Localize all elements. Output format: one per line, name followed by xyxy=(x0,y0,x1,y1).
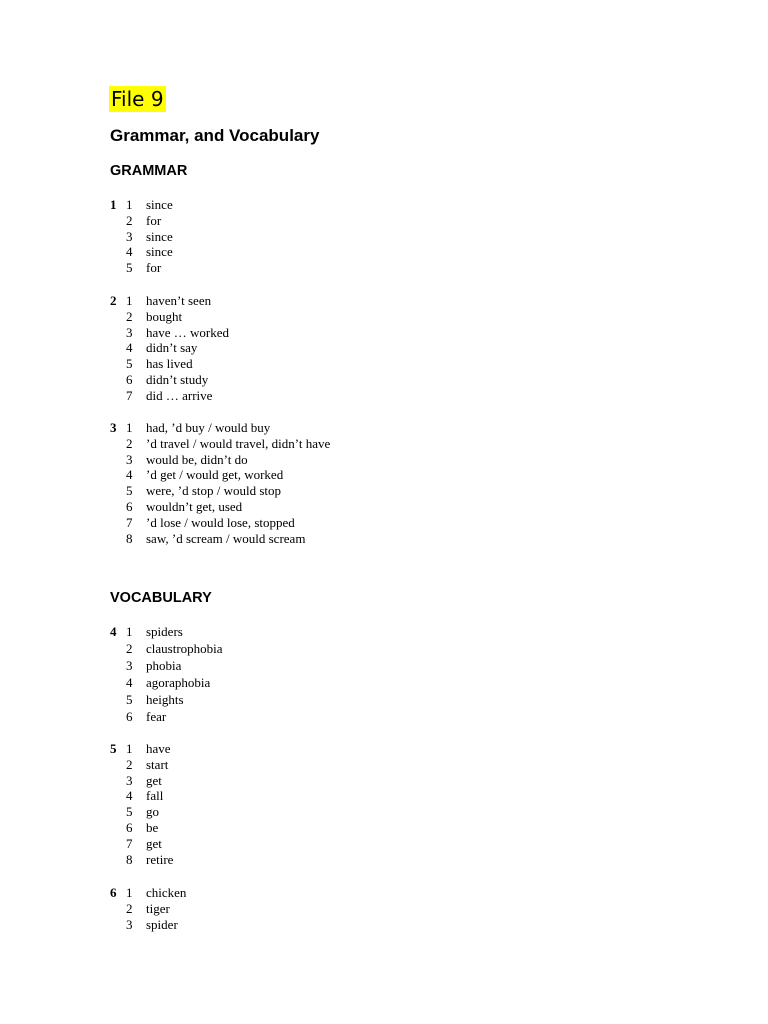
item-number: 3 xyxy=(126,658,133,673)
answer-text: spiders xyxy=(146,624,183,639)
item-number: 4 xyxy=(126,340,133,356)
item-number: 6 xyxy=(126,709,133,724)
item-number: 1 xyxy=(126,885,133,900)
item-number: 2 xyxy=(126,756,133,772)
answer-text: for xyxy=(146,212,162,228)
answer-text: heights xyxy=(146,692,184,707)
answer-text: claustrophobia xyxy=(146,641,223,656)
answer-text: go xyxy=(146,804,159,820)
item-number: 5 xyxy=(126,260,133,276)
item-number: 1 xyxy=(126,624,133,639)
answer-text: phobia xyxy=(146,658,182,673)
file-title: File 9 xyxy=(111,87,164,111)
answer-text: spider xyxy=(146,916,178,932)
item-number: 1 xyxy=(126,293,133,308)
exercise-number: 4 xyxy=(110,624,117,639)
vocabulary-heading: VOCABULARY xyxy=(110,590,212,606)
item-number: 5 xyxy=(126,356,133,372)
answer-text: didn’t say xyxy=(146,340,198,356)
item-number: 3 xyxy=(126,916,133,932)
item-number: 7 xyxy=(126,387,133,403)
item-number: 3 xyxy=(126,228,133,244)
answer-text: were, ’d stop / would stop xyxy=(146,483,282,499)
answer-text: fear xyxy=(146,709,167,724)
answer-text: wouldn’t get, used xyxy=(146,498,243,514)
item-number: 6 xyxy=(126,819,133,835)
answer-text: have xyxy=(146,741,171,756)
answer-text: bought xyxy=(146,308,183,324)
item-number: 2 xyxy=(126,900,133,916)
answer-text: saw, ’d scream / would scream xyxy=(146,530,306,546)
answer-text: didn’t study xyxy=(146,371,209,387)
item-number: 8 xyxy=(126,530,133,546)
item-number: 3 xyxy=(126,772,133,788)
item-number: 1 xyxy=(126,420,133,435)
item-number: 2 xyxy=(126,641,133,656)
exercise-number: 6 xyxy=(110,885,117,900)
answer-text: since xyxy=(146,244,173,260)
page-heading: Grammar, and Vocabulary xyxy=(110,126,320,145)
item-number: 3 xyxy=(126,324,133,340)
item-number: 4 xyxy=(126,467,133,483)
answer-text: chicken xyxy=(146,885,187,900)
item-number: 5 xyxy=(126,804,133,820)
answer-text: since xyxy=(146,228,173,244)
answer-text: tiger xyxy=(146,900,170,916)
item-number: 2 xyxy=(126,212,133,228)
item-number: 4 xyxy=(126,788,133,804)
answer-text: would be, didn’t do xyxy=(146,451,248,467)
answer-text: for xyxy=(146,260,162,276)
answer-text: had, ’d buy / would buy xyxy=(146,420,271,435)
answer-text: ’d lose / would lose, stopped xyxy=(146,514,295,530)
answer-text: haven’t seen xyxy=(146,293,212,308)
answer-text: ’d travel / would travel, didn’t have xyxy=(146,435,331,451)
item-number: 8 xyxy=(126,851,133,867)
answer-text: get xyxy=(146,772,162,788)
answer-text: fall xyxy=(146,788,164,804)
item-number: 2 xyxy=(126,308,133,324)
answer-text: get xyxy=(146,835,162,851)
answer-text: ’d get / would get, worked xyxy=(146,467,284,483)
answer-text: have … worked xyxy=(146,324,230,340)
item-number: 5 xyxy=(126,692,133,707)
exercise-number: 3 xyxy=(110,420,117,435)
answer-text: agoraphobia xyxy=(146,675,211,690)
item-number: 4 xyxy=(126,675,133,690)
item-number: 1 xyxy=(126,741,133,756)
answer-text: did … arrive xyxy=(146,387,213,403)
exercise-number: 5 xyxy=(110,741,117,756)
answer-text: start xyxy=(146,756,169,772)
item-number: 7 xyxy=(126,835,133,851)
exercise-number: 2 xyxy=(110,293,117,308)
item-number: 6 xyxy=(126,371,133,387)
exercise-number: 1 xyxy=(110,197,117,212)
item-number: 7 xyxy=(126,514,133,530)
item-number: 4 xyxy=(126,244,133,260)
item-number: 1 xyxy=(126,197,133,212)
item-number: 3 xyxy=(126,451,133,467)
grammar-heading: GRAMMAR xyxy=(110,163,188,179)
answer-text: has lived xyxy=(146,356,193,372)
answer-text: since xyxy=(146,197,173,212)
item-number: 5 xyxy=(126,483,133,499)
answer-text: be xyxy=(146,819,159,835)
answer-text: retire xyxy=(146,851,174,867)
item-number: 2 xyxy=(126,435,133,451)
item-number: 6 xyxy=(126,498,133,514)
